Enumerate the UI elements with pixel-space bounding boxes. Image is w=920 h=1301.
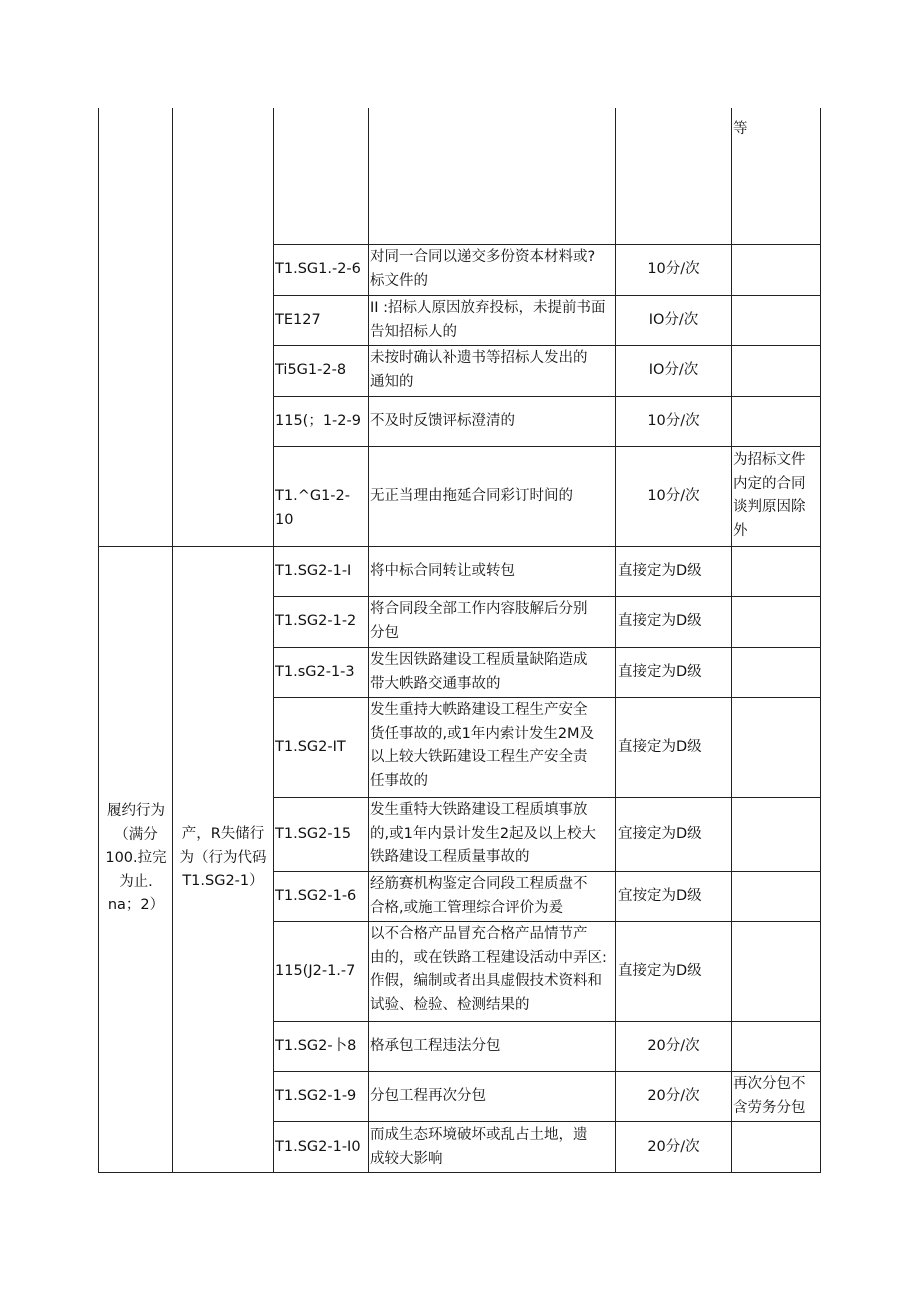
code-cell: T1.sG2-1-3	[275, 664, 355, 680]
code-cell: T1.SG2-1-6	[275, 888, 357, 904]
penalty-cell: 直接定为D级	[618, 613, 702, 629]
desc-cell: 将中标合同转让或转包	[370, 563, 515, 579]
code-cell: T1.SG2-卜8	[275, 1038, 357, 1054]
code-cell: 115(；1-2-9	[275, 413, 361, 429]
desc-cell: 分包工程再次分包	[370, 1088, 486, 1104]
code-cell: T1.SG2-1-I0	[275, 1139, 361, 1155]
row-border	[273, 871, 821, 872]
desc-cell: 不及时反馈评标澄清的	[370, 413, 515, 429]
penalty-cell: 20分/次	[647, 1088, 700, 1104]
code-cell: T1.SG2-15	[275, 826, 352, 842]
col-border	[615, 108, 616, 1173]
row-border	[273, 596, 821, 597]
col-border	[820, 108, 821, 1173]
desc-cell: 无正当理由拖延合同彩订时间的	[370, 488, 573, 504]
code-cell: Ti5G1-2-8	[275, 362, 347, 378]
table-bottom-border	[98, 1172, 821, 1173]
code-cell: T1.^G1-2-10	[275, 488, 350, 528]
code-cell: 115(J2-1.-7	[275, 963, 356, 979]
desc-cell: 发生重特大铁路建设工程质填事放 的,或1年内景计发生2起及以上校大 铁路建设工程质量事故的	[370, 802, 597, 865]
note-cell: 再次分包不 含劳务分包	[733, 1076, 806, 1116]
penalty-cell: 直接定为D级	[618, 739, 702, 755]
row-border	[273, 345, 821, 346]
penalty-cell: 10分/次	[647, 261, 700, 277]
row-border	[273, 697, 821, 698]
desc-cell: II :招标人原因放弃投标，未提前书面 告知招标人的	[370, 300, 606, 340]
col-border	[172, 108, 173, 1173]
row-border	[273, 446, 821, 447]
row-border	[273, 295, 821, 296]
penalty-cell: IO分/次	[648, 312, 699, 328]
row-border	[273, 244, 821, 245]
penalty-cell: 10分/次	[647, 488, 700, 504]
col-border	[273, 108, 274, 1173]
desc-cell: 发生因铁路建设工程质量缺陷造成 带大帙路交通事故的	[370, 652, 588, 692]
desc-cell: 以不合格产品冒充合格产品情节产 由的，或在铁路工程建设活动中弄区: 作假，编制或者出具虚假技术资料和 试验、检验、检测结果的	[370, 926, 607, 1013]
desc-cell: 格承包工程违法分包	[370, 1038, 501, 1054]
penalty-cell: 直接定为D级	[618, 664, 702, 680]
desc-cell: 发生重持大帙路建设工程生产安全 货任事故的,或1年内索计发生2M及 以上较大铁跖建设工程生产安全责 任事故的	[370, 702, 595, 789]
desc-cell: 而成生态环境破坏或乱占土地，遗 成较大影响	[370, 1127, 588, 1167]
row-border	[273, 1121, 821, 1122]
desc-cell: 经筋赛机构鉴定合同段工程质盘不 合格,或施工管理综合评价为爰	[370, 876, 588, 916]
code-cell: T1.SG2-1-I	[275, 563, 352, 579]
penalty-cell: 直接定为D级	[618, 563, 702, 579]
row-border	[273, 797, 821, 798]
penalty-cell: 20分/次	[647, 1038, 700, 1054]
penalty-cell: 直接定为D级	[618, 963, 702, 979]
desc-cell: 未按时确认补遗书等招标人发出的 通知的	[370, 350, 588, 390]
row-border	[273, 921, 821, 922]
note-cell: 等	[733, 121, 748, 137]
penalty-cell: 10分/次	[647, 413, 700, 429]
penalty-cell: 宜按定为D级	[618, 888, 702, 904]
code-cell: TE127	[275, 312, 321, 328]
category-cell: 履约行为 （满分 100.拉完 为止. na；2）	[105, 803, 167, 913]
code-cell: T1.SG1.-2-6	[275, 261, 361, 277]
code-cell: T1.SG2-1-2	[275, 613, 357, 629]
penalty-cell: IO分/次	[648, 362, 699, 378]
penalty-cell: 20分/次	[647, 1139, 700, 1155]
row-border	[273, 1021, 821, 1022]
col-border	[368, 108, 369, 1173]
col-border	[731, 108, 732, 1173]
note-cell: 为招标文件 内定的合同 谈判原因除 外	[733, 452, 806, 539]
row-border	[273, 396, 821, 397]
desc-cell: 将合同段全部工作内容肢解后分别 分包	[370, 601, 588, 641]
col-border	[98, 108, 99, 1173]
section-border	[98, 546, 821, 547]
code-cell: T1.SG2-1-9	[275, 1088, 357, 1104]
row-border	[273, 1071, 821, 1072]
row-border	[273, 647, 821, 648]
code-cell: T1.SG2-IT	[275, 739, 346, 755]
desc-cell: 对同一合同以递交多份资本材料或? 标文件的	[370, 249, 596, 289]
penalty-cell: 宜接定为D级	[618, 826, 702, 842]
subcategory-cell: 产，R失储行 为（行为代码 T1.SG2-1）	[179, 826, 267, 889]
